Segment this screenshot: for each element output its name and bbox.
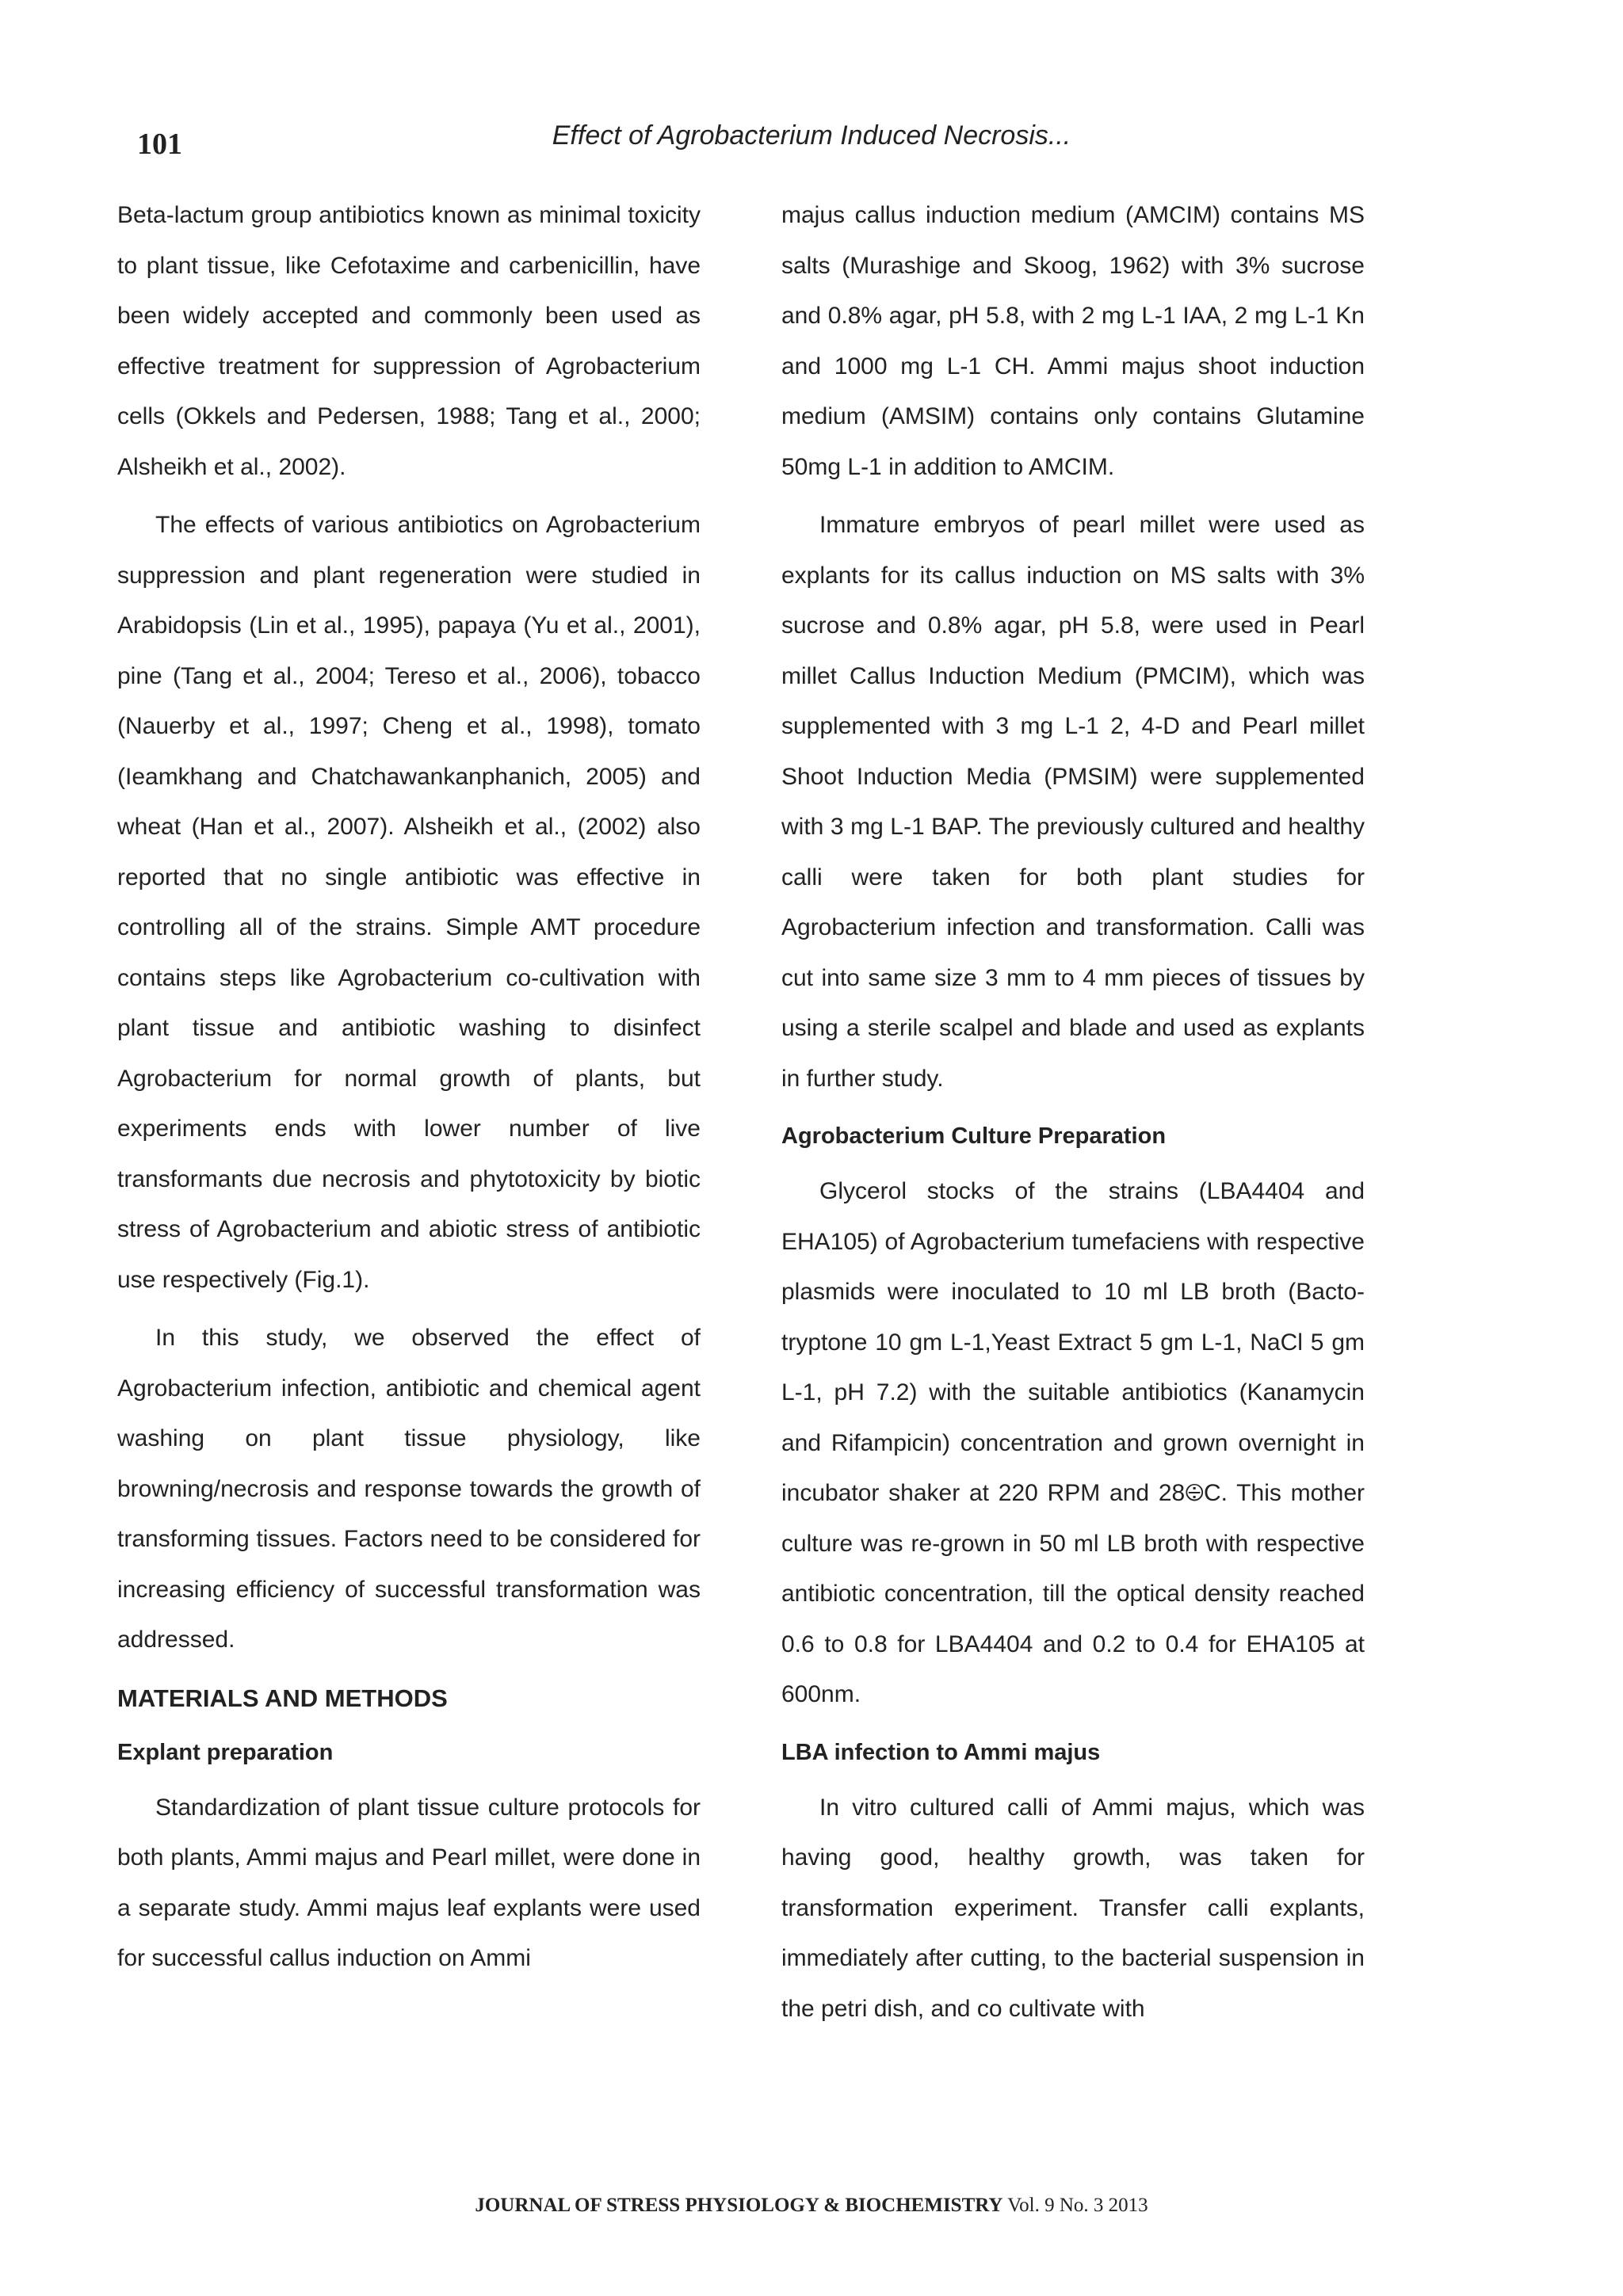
paragraph: In vitro cultured calli of Ammi majus, which was having good, healthy growth, was taken for transformation experiment. Transfer calli explants, immediately after cutting, to the bacterial suspension in the petri dish, and co cultivate with [781, 1794, 1365, 2022]
paragraph: majus callus induction medium (AMCIM) contains MS salts (Murashige and Skoog, 1962) with 3% sucrose and 0.8% agar, pH 5.8, with 2 mg L-1 IAA, 2 mg L-1 Kn and 1000 mg L-1 CH. Ammi majus shoot induction medium (AMSIM) contains only contains Glutamine 50mg L-1 in addition to AMCIM. [781, 202, 1365, 480]
subsection-heading: LBA infection to Ammi majus [781, 1739, 1101, 1765]
paragraph: The effects of various antibiotics on Agrobacterium suppression and plant regeneration were studied in Arabidopsis (Lin et al., 1995), papaya (Yu et al., 2001), pine (Tang et al., 2004; Tereso et al., 2006), tobacco (Nauerby et al., 1997; Cheng et al., 1998), tomato (Ieamkhang and Chatchawankanphanich, 2005) and wheat (Han et al., 2007). Alsheikh et al., (2002) also reported that no single antibiotic was effective in controlling all of the strains. Simple AMT procedure contains steps like Agrobacterium co-cultivation with plant tissue and antibiotic washing to disinfect Agrobacterium for normal growth of plants, but experiments ends with lower number of live transformants due necrosis and phytotoxicity by biotic stress of Agrobacterium and abiotic stress of antibiotic use respectively (Fig.1). [117, 512, 701, 1293]
paragraph: Immature embryos of pearl millet were used as explants for its callus induction on MS salts with 3% sucrose and 0.8% agar, pH 5.8, were used in Pearl millet Callus Induction Medium (PMCIM), which was supplemented with 3 mg L-1 2, 4-D and Pearl millet Shoot Induction Media (PMSIM) were supplemented with 3 mg L-1 BAP. The previously cultured and healthy calli were taken for both plant studies for Agrobacterium infection and transformation. Calli was cut into same size 3 mm to 4 mm pieces of tissues by using a sterile scalpel and blade and used as explants in further study. [781, 512, 1365, 1092]
running-title: Effect of Agrobacterium Induced Necrosis... [552, 120, 1071, 151]
paragraph: Glycerol stocks of the strains (LBA4404 and EHA105) of Agrobacterium tumefaciens with respective plasmids were inoculated to 10 ml LB broth (Bacto-tryptone 10 gm L-1,Yeast Extract 5 gm L-1, NaCl 5 gm L-1, pH 7.2) with the suitable antibiotics (Kanamycin and Rifampicin) concentration and grown overnight in incubator shaker at 220 RPM and 28⨸C. This mother culture was re-grown in 50 ml LB broth with respective antibiotic concentration, till the optical density reached 0.6 to 0.8 for LBA4404 and 0.2 to 0.4 for EHA105 at 600nm. [781, 1178, 1365, 1707]
right-column [781, 190, 1365, 2042]
journal-name: JOURNAL OF STRESS PHYSIOLOGY & BIOCHEMISTRY [475, 2195, 1003, 2216]
page-footer [0, 2195, 1623, 2217]
subsection-heading: Explant preparation [117, 1739, 334, 1765]
paragraph: In this study, we observed the effect of Agrobacterium infection, antibiotic and chemical agent washing on plant tissue physiology, like browning/necrosis and response towards the growth of transforming tissues. Factors need to be considered for increasing efficiency of successful transformation was addressed. [117, 1325, 701, 1653]
page-number: 101 [137, 128, 182, 161]
journal-volume: Vol. 9 No. 3 2013 [1007, 2195, 1148, 2216]
subsection-heading: Agrobacterium Culture Preparation [781, 1123, 1167, 1149]
section-heading: MATERIALS AND METHODS [117, 1684, 448, 1712]
left-column [117, 190, 701, 1992]
paragraph: Beta-lactum group antibiotics known as minimal toxicity to plant tissue, like Cefotaxime and carbenicillin, have been widely accepted and commonly been used as effective treatment for suppression of Agrobacterium cells (Okkels and Pedersen, 1988; Tang et al., 2000; Alsheikh et al., 2002). [117, 202, 701, 480]
paragraph: Standardization of plant tissue culture protocols for both plants, Ammi majus and Pearl millet, were done in a separate study. Ammi majus leaf explants were used for successful callus induction on Ammi [117, 1794, 701, 1971]
